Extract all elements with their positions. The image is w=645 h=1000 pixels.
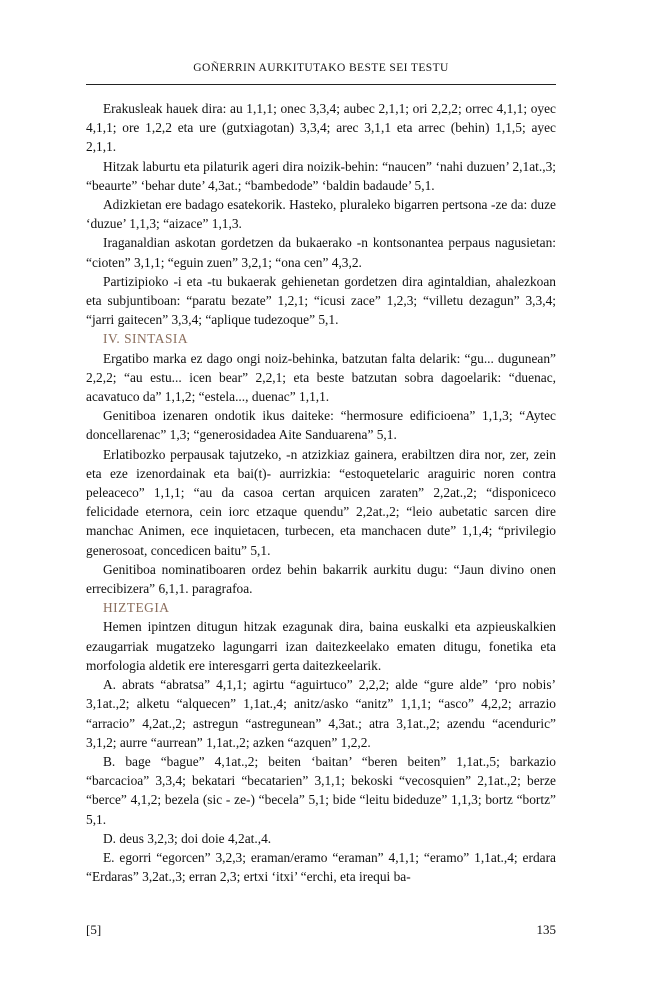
section-number: [5] xyxy=(86,922,102,937)
paragraph-demonstratives: Erakusleak hauek dira: au 1,1,1; onec 3,3,4; aubec 2,1,1; ori 2,2,2; orrec 4,1,1; oyec 4,1,1; ore 1,2,2 eta ure (gutxiagotan) 3,3,4; arec 3,1,1 eta arrec (behin) 1,1,5; ayec 2,1,1. xyxy=(86,101,556,155)
paragraph-ergative: Ergatibo marka ez dago ongi noiz-behinka, batzutan falta delarik: “gu... dugunean” 2,2,2; “au estu... icen bear” 2,2,1; eta beste batzutan sobra dagoelarik: “duenac, acavatuco da” 1,1,2; “estela..., duenac” 1,1,1. xyxy=(86,350,556,405)
paragraph-genitive: Genitiboa izenaren ondotik ikus daiteke: “hermosure edificioena” 1,1,3; “Aytec doncellarenac” 1,3; “generosidadea Aite Sanduarena” 5,1. xyxy=(86,408,556,443)
running-head: GOÑERRIN AURKITUTAKO BESTE SEI TESTU xyxy=(193,62,449,74)
paragraph-contractions: Hitzak laburtu eta pilaturik ageri dira noizik-behin: “naucen” ‘nahi duzuen’ 2,1at.,3; “beaurte” ‘behar dute’ 4,3at.; “bambedode” ‘baldin badaude’ 5,1. xyxy=(86,158,556,193)
paragraph-past-tense: Iraganaldian askotan gordetzen da bukaerako -n kontsonantea perpaus nagusietan: “cioten” 3,1,1; “eguin zuen” 3,2,1; “ona cen” 4,3,2. xyxy=(86,235,556,270)
paragraph-hiztegia-d: D. deus 3,2,3; doi doie 4,2at.,4. xyxy=(103,830,272,846)
body-text xyxy=(86,99,556,886)
paragraph-hiztegia-a: A. abrats “abratsa” 4,1,1; agirtu “aguirtuco” 2,2,2; alde “gure alde” ‘pro nobis’ 3,1at.,2; alketu “alquecen” 1,1at.,4; anitz/asko “anitz” 1,1,1; “asco” 4,2,2; arrazio “arracio” 4,2at.,2; astregun “astregunean” 4,3at.; atra 3,1at.,2; azendu “acenduric” 3,1,2; aurre “aurrean” 1,1at.,2; azken “azquen” 1,2,2. xyxy=(86,677,556,750)
page-number: 135 xyxy=(536,922,556,937)
paragraph-relatives: Erlatibozko perpausak tajutzeko, -n atzizkiaz gainera, erabiltzen dira nor, zer, zein eta eze izenordainak eta bai(t)- aurrizkia: “estoquetelaric araguiric noren contra peleaceco” 1,1,1; “au da casoa certan arquicen zaraten” 2,2at.,2; “disponiceco felicidade eternora, cein iorc etzaque quendu” 2,2at.,2; “leio aubetatic sarcen dire manchac Animen, ece inquietacen, turbecen, eta manchacen dute” 1,1,4; “privilegio generosoat, concedicen baitu” 5,1. xyxy=(86,446,556,558)
paragraph-hiztegia-e: E. egorri “egorcen” 3,2,3; eraman/eramo “eraman” 4,1,1; “eramo” 1,1at.,4; erdara “Erdaras” 3,2at.,3; erran 2,3; ertxi ‘itxi’ “erchi, eta irequi ba- xyxy=(86,849,556,885)
section-heading-sintasia: IV. SINTASIA xyxy=(103,331,189,347)
section-heading-hiztegia: HIZTEGIA xyxy=(103,600,170,616)
paragraph-participles: Partizipioko -i eta -tu bukaerak gehienetan gordetzen dira agintaldian, ahalezkoan eta subjuntiboan: “paratu bezate” 1,2,1; “icusi zace” 1,2,3; “villetu dezagun” 3,3,4; “jarri gaitecen” 3,3,4; “aplique tudezoque” 5,1. xyxy=(86,273,556,328)
paragraph-verb-forms: Adizkietan ere badago esatekorik. Hasteko, pluraleko bigarren pertsona -ze da: duze ‘duzue’ 1,1,3; “aizace” 1,1,3. xyxy=(86,197,556,232)
header-rule xyxy=(86,84,556,85)
paragraph-hiztegia-b: B. bage “bague” 4,1at.,2; beiten ‘baitan’ “beren beiten” 1,1at.,5; barkazio “barcacioa” 3,3,4; bekatari “becatarien” 3,1,1; bekoski “vecosquien” 2,1at.,2; berze “berce” 4,1,2; bezela (sic - ze-) “becela” 5,1; bide “leitu bideduze” 1,1,3; bortz “bortz” 5,1. xyxy=(86,753,556,827)
paragraph-hiztegia-intro: Hemen ipintzen ditugun hitzak ezagunak dira, baina euskalki eta azpieuskalkien ezaugarriak mugatzeko lagungarri izan daitezkeelako ematen ditugu, fonetika eta morfologia aldetik ere interesgarri gerta daitezkeelarik. xyxy=(86,619,556,673)
paragraph-genitive-nominative: Genitiboa nominatiboaren ordez behin bakarrik aurkitu dugu: “Jaun divino onen errecibizera” 6,1,1. paragrafoa. xyxy=(86,561,556,597)
